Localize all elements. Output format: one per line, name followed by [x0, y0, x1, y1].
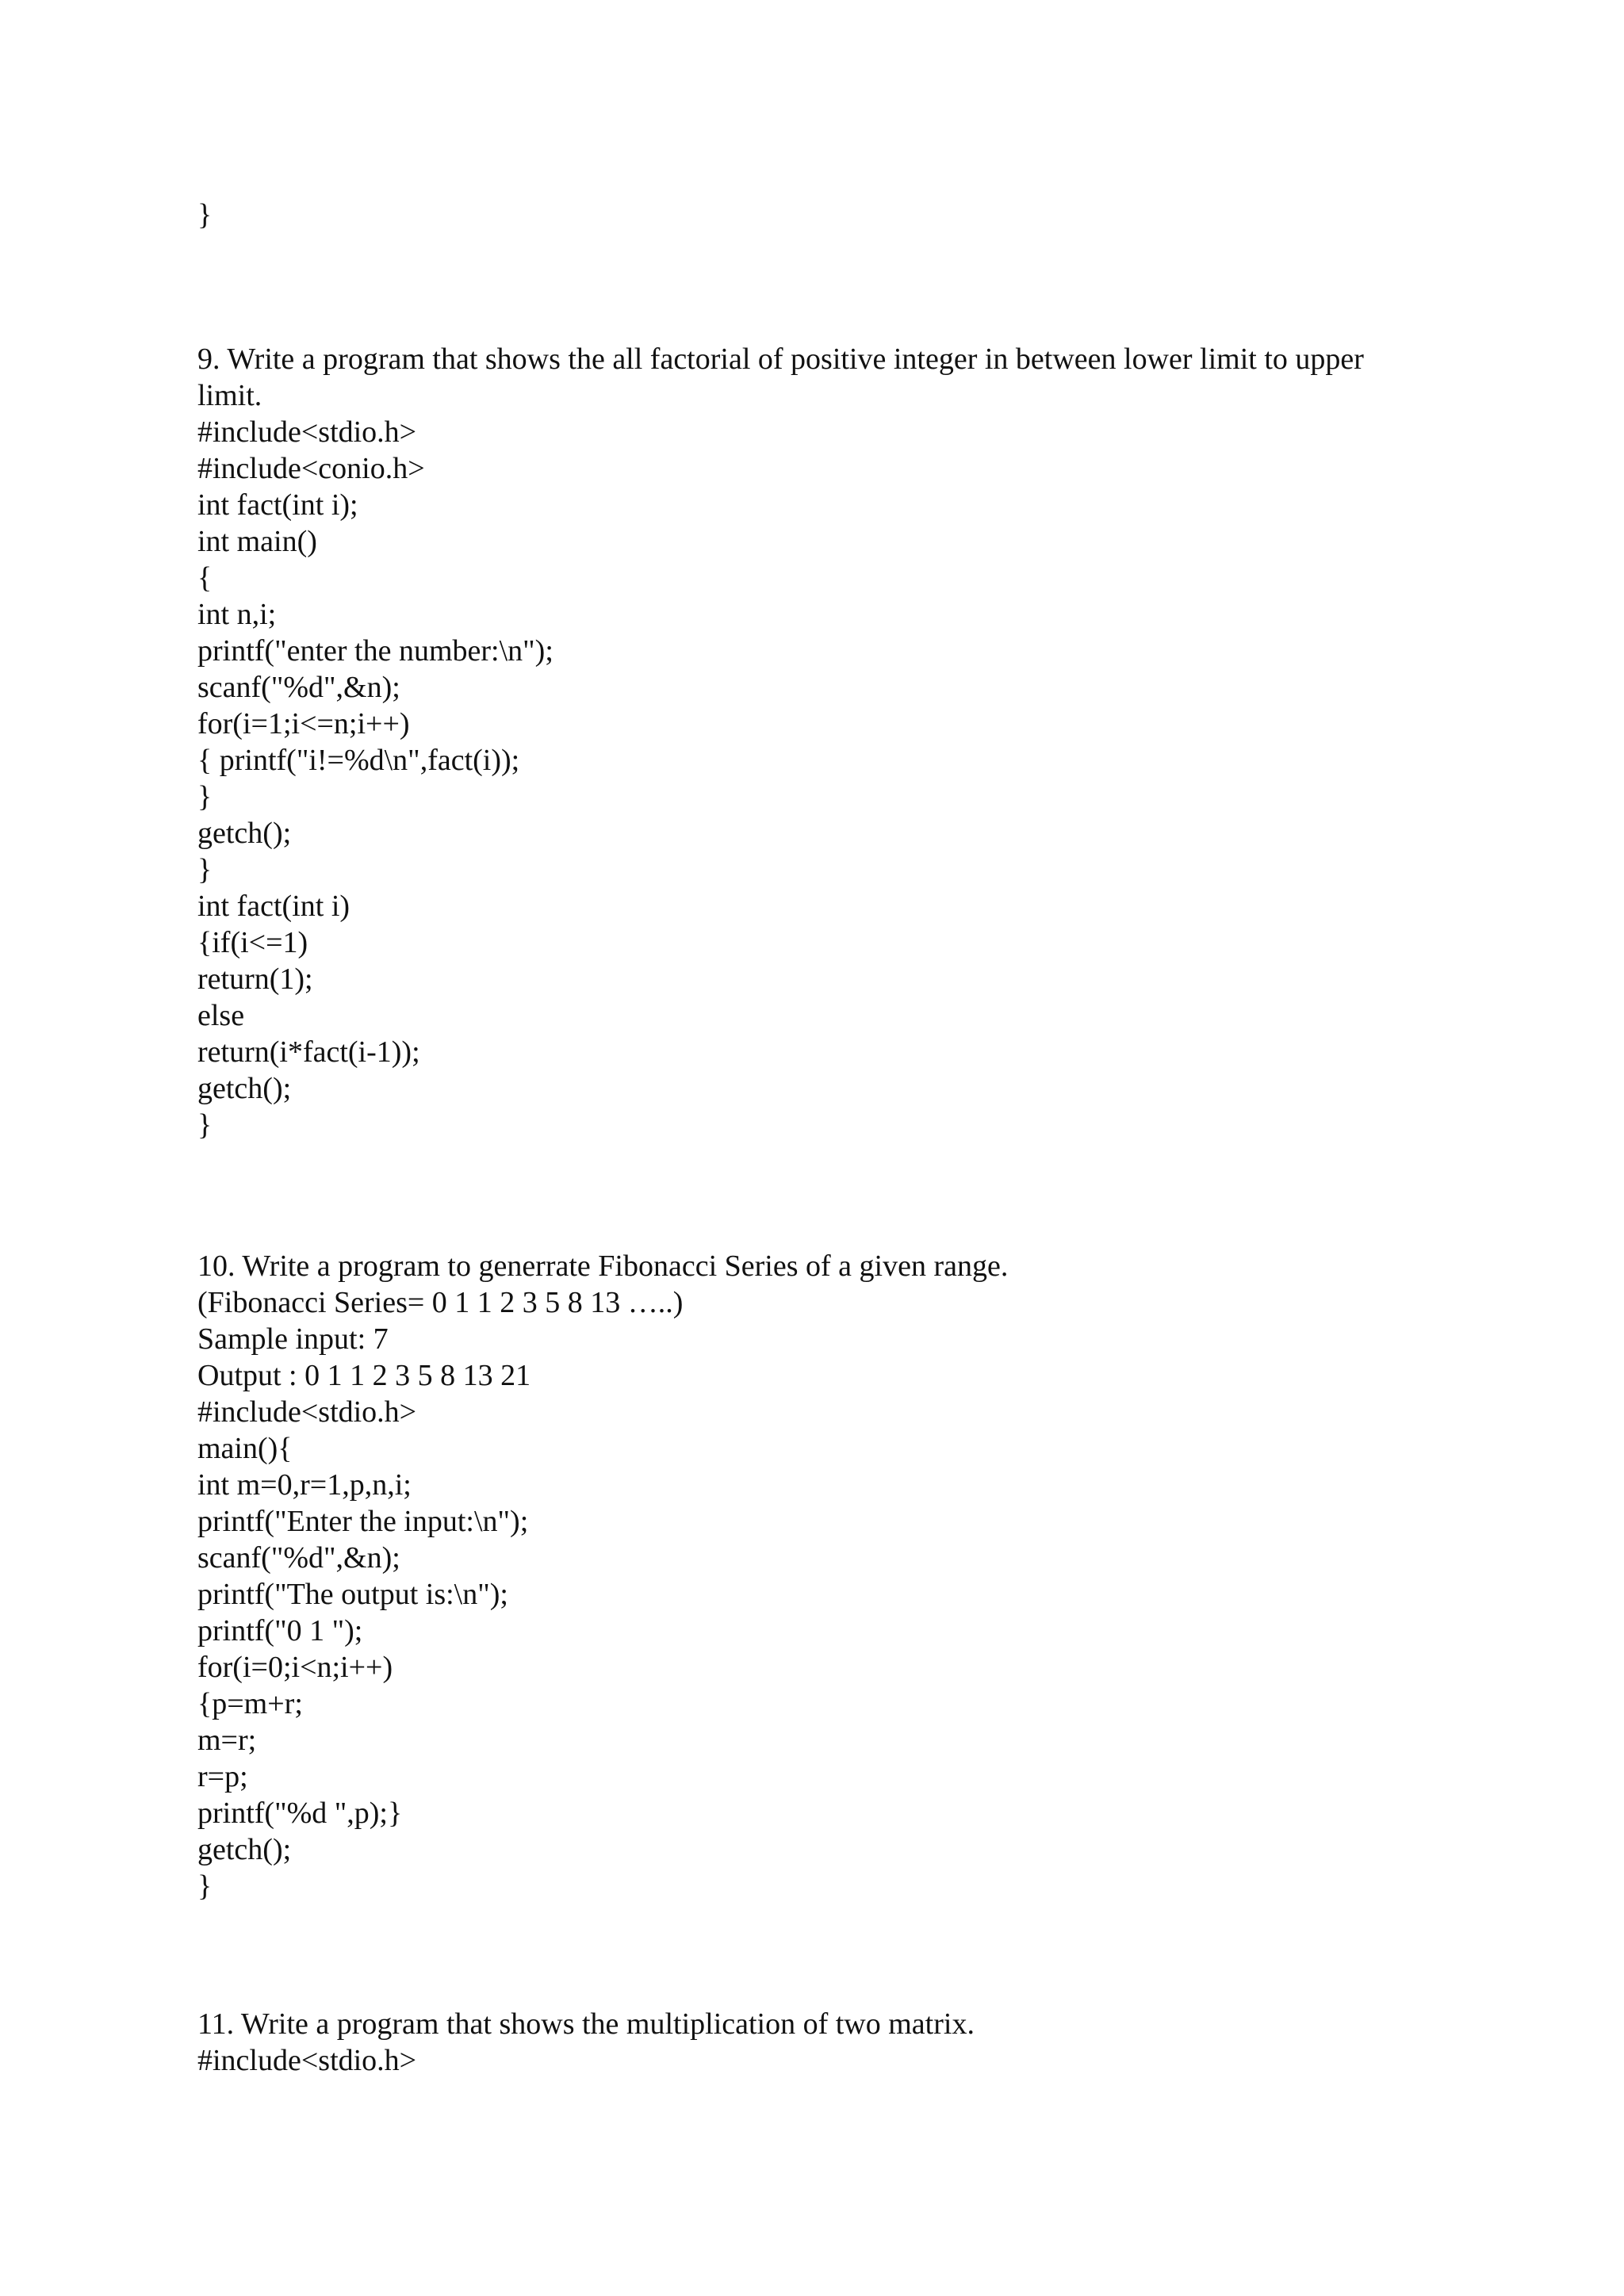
code-line: printf("The output is:\n"); — [197, 1578, 508, 1611]
code-line: #include<stdio.h> — [197, 2044, 417, 2077]
code-line: #include<stdio.h> — [197, 415, 417, 449]
code-line: #include<stdio.h> — [197, 1395, 417, 1429]
code-line: getch(); — [197, 817, 292, 850]
code-line: int fact(int i) — [197, 890, 350, 923]
text-line: Sample input: 7 — [197, 1322, 389, 1356]
code-line: main(){ — [197, 1432, 293, 1465]
code-line: getch(); — [197, 1072, 292, 1105]
code-line: int m=0,r=1,p,n,i; — [197, 1468, 412, 1502]
code-line: return(i*fact(i-1)); — [197, 1035, 420, 1069]
code-line: { — [197, 561, 213, 595]
code-line: printf("0 1 "); — [197, 1614, 363, 1647]
code-line: int fact(int i); — [197, 488, 358, 522]
code-line: scanf("%d",&n); — [197, 671, 400, 704]
code-line: for(i=1;i<=n;i++) — [197, 707, 410, 740]
code-line: r=p; — [197, 1760, 248, 1793]
code-line: {p=m+r; — [197, 1687, 303, 1720]
code-line: } — [197, 780, 213, 813]
text-line: Output : 0 1 1 2 3 5 8 13 21 — [197, 1359, 531, 1392]
code-line: int main() — [197, 525, 317, 558]
question-11-heading: 11. Write a program that shows the multiplication of two matrix. — [197, 2007, 975, 2041]
code-line: scanf("%d",&n); — [197, 1541, 400, 1575]
code-line: getch(); — [197, 1833, 292, 1866]
code-line: #include<conio.h> — [197, 452, 425, 485]
question-9-heading-line-2: limit. — [197, 379, 262, 412]
code-line: for(i=0;i<n;i++) — [197, 1651, 393, 1684]
text-line: (Fibonacci Series= 0 1 1 2 3 5 8 13 …..) — [197, 1286, 684, 1319]
code-line: } — [197, 1869, 213, 1903]
code-line: else — [197, 999, 245, 1032]
code-line: int n,i; — [197, 598, 277, 631]
code-line: { printf("i!=%d\n",fact(i)); — [197, 744, 520, 777]
question-10-heading: 10. Write a program to generrate Fibonacci Series of a given range. — [197, 1249, 1009, 1283]
code-line: return(1); — [197, 962, 313, 996]
code-line-closing-brace: } — [197, 198, 213, 232]
code-line: } — [197, 1108, 213, 1142]
code-line: m=r; — [197, 1724, 257, 1757]
code-line: {if(i<=1) — [197, 926, 308, 959]
code-line: printf("enter the number:\n"); — [197, 634, 553, 668]
question-9-heading-line-1: 9. Write a program that shows the all factorial of positive integer in between lower limit to upper — [197, 342, 1364, 376]
code-line: printf("Enter the input:\n"); — [197, 1505, 529, 1538]
code-line: } — [197, 853, 213, 886]
code-line: printf("%d ",p);} — [197, 1797, 403, 1830]
